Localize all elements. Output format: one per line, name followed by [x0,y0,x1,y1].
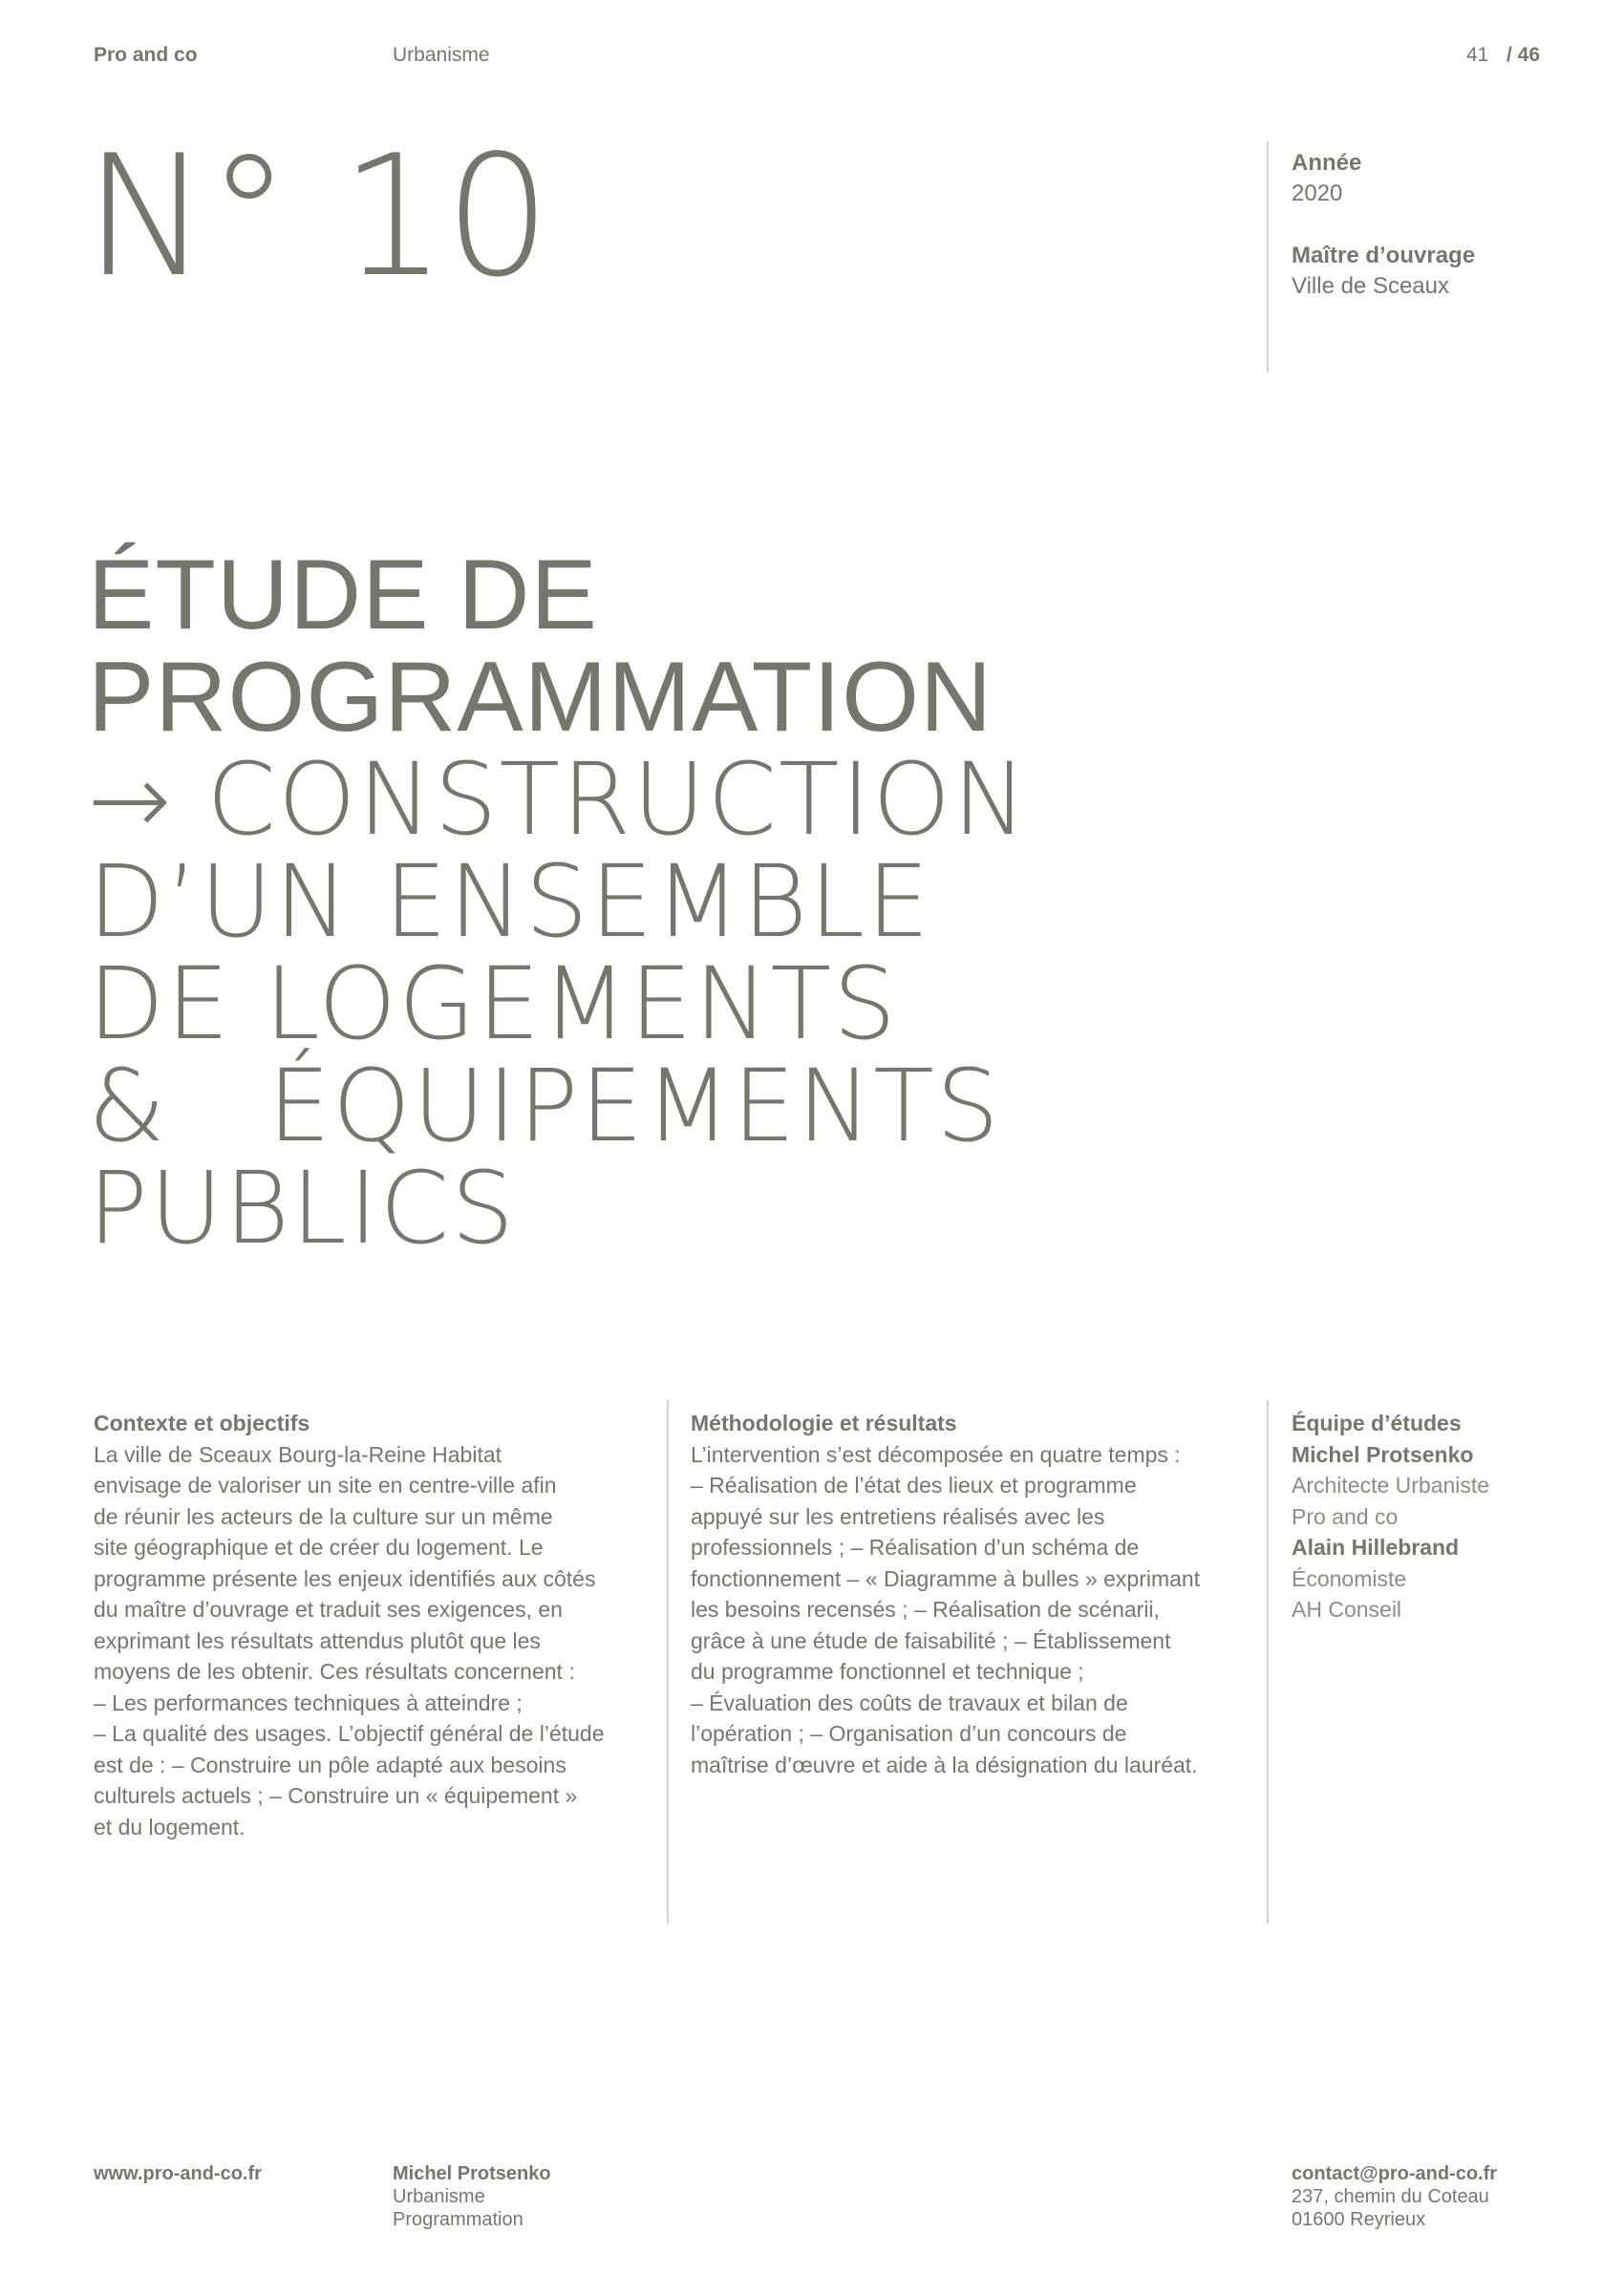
footer-person-line: Urbanisme [393,2186,485,2207]
title-line-1: ÉTUDE DE [88,540,598,650]
method-line: L’intervention s’est décomposée en quatre temps : [691,1441,1181,1467]
method-line: du programme fonctionnel et technique ; [691,1659,1084,1684]
footer-address-line: 01600 Reyrieux [1292,2209,1426,2230]
footer-person-name: Michel Protsenko [393,2163,551,2184]
context-line: site géographique et de créer du logement. Le [94,1535,544,1560]
context-line: envisage de valoriser un site en centre-ville afin [94,1473,557,1498]
method-line: les besoins recensés ; – Réalisation de scénarii, [691,1597,1160,1622]
team-member-org: Pro and co [1292,1503,1399,1529]
context-line: programme présente les enjeux identifiés aux côtés [94,1565,596,1591]
title-line-6: & ÉQUIPEMENTS [88,1048,1001,1164]
section-name: Urbanisme [393,44,490,66]
title-line-4: D’UN ENSEMBLE [88,843,931,960]
context-line: La ville de Sceaux Bourg-la-Reine Habitat [94,1441,502,1467]
page-current: 41 [1466,44,1489,66]
meta-divider [1267,141,1269,372]
page-total: / 46 [1506,44,1541,66]
project-number: N° 10 [84,120,549,314]
team-member-name: Alain Hillebrand [1292,1535,1460,1560]
title-line-2: PROGRAMMATION [88,642,994,753]
brand-name: Pro and co [94,44,198,66]
column-divider-2 [1267,1400,1269,1924]
team-member-name: Michel Protsenko [1292,1441,1474,1467]
method-line: maîtrise d’œuvre et aide à la désignation du lauréat. [691,1752,1198,1777]
context-line: – Les performances techniques à atteindre ; [94,1690,523,1715]
method-line: appuyé sur les entretiens réalisés avec les [691,1503,1105,1529]
method-line: – Réalisation de l’état des lieux et programme [691,1473,1137,1498]
client-value: Ville de Sceaux [1292,273,1449,299]
method-line: grâce à une étude de faisabilité ; – Établissement [691,1627,1171,1653]
context-line: exprimant les résultats attendus plutôt que les [94,1627,541,1653]
footer-email-link[interactable]: contact@pro-and-co.fr [1292,2163,1498,2184]
column-divider-1 [667,1400,669,1924]
year-label: Année [1292,150,1362,176]
context-heading: Contexte et objectifs [94,1411,310,1435]
method-line: fonctionnement – « Diagramme à bulles » exprimant [691,1565,1201,1591]
context-line: est de : – Construire un pôle adapté aux besoins [94,1752,566,1777]
team-member-role: Architecte Urbaniste [1292,1473,1490,1498]
footer-address-line: 237, chemin du Coteau [1292,2186,1489,2207]
method-line: – Évaluation des coûts de travaux et bilan de [691,1690,1128,1715]
method-line: l’opération ; – Organisation d’un concours de [691,1721,1127,1746]
team-member-org: AH Conseil [1292,1597,1402,1622]
page-title [88,540,1234,1266]
context-line: de réunir les acteurs de la culture sur un même [94,1503,553,1529]
footer-website-link[interactable]: www.pro-and-co.fr [94,2163,262,2184]
title-line-5: DE LOGEMENTS [88,946,899,1062]
method-line: professionnels ; – Réalisation d’un schéma de [691,1535,1140,1560]
context-line: culturels actuels ; – Construire un « équipement » [94,1783,578,1808]
team-heading: Équipe d’études [1292,1411,1462,1435]
footer-contact [1292,2162,1497,2231]
context-section [94,1408,648,1842]
title-line-3: → CONSTRUCTION [88,741,1029,858]
footer-person [393,2162,551,2231]
method-section [691,1408,1254,1780]
year-value: 2020 [1292,181,1343,206]
footer-person-line: Programmation [393,2209,524,2230]
method-heading: Méthodologie et résultats [691,1411,957,1435]
title-line-7: PUBLICS [88,1150,517,1266]
context-line: – La qualité des usages. L’objectif général de l’étude [94,1721,605,1746]
context-line: moyens de les obtenir. Ces résultats concernent : [94,1659,575,1684]
team-section [1292,1408,1597,1626]
client-label: Maître d’ouvrage [1292,243,1476,268]
team-member-role: Économiste [1292,1565,1407,1591]
context-line: et du logement. [94,1814,246,1839]
context-line: du maître d’ouvrage et traduit ses exigences, en [94,1597,563,1622]
